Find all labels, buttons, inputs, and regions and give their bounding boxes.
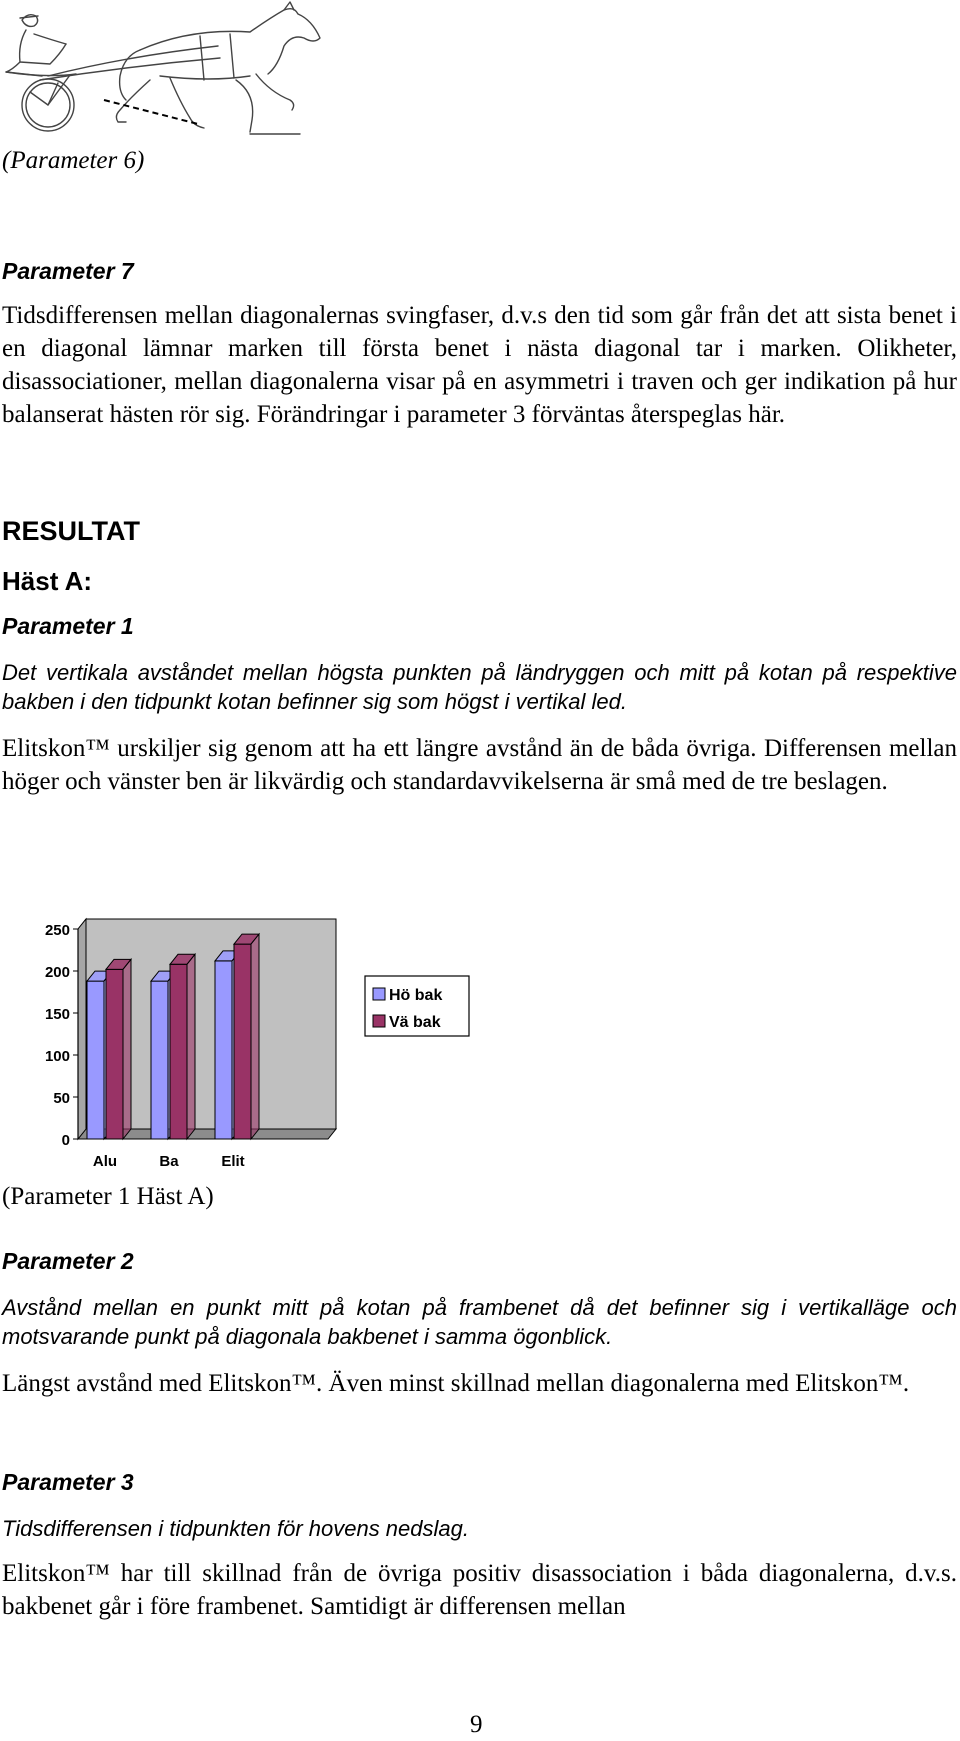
y-tick-label: 150 (44, 1006, 70, 1023)
legend-label: Hö bak (389, 987, 443, 1004)
y-tick-label: 0 (61, 1132, 70, 1149)
y-tick-label: 50 (53, 1090, 70, 1107)
horse-a-heading: Häst A: (2, 566, 93, 596)
parameter1-heading: Parameter 1 (2, 613, 134, 639)
y-tick-label: 250 (44, 922, 70, 939)
x-category-label: Elit (221, 1153, 245, 1170)
bar-side (187, 954, 195, 1139)
bar-side (251, 934, 259, 1139)
results-heading: RESULTAT (2, 516, 140, 546)
parameter1-text: Elitskon™ urskiljer sig genom att ha ett längre avstånd än de båda övriga. Differensen mellan höger och vänster ben är likvärdig och standardavvikelserna är små med de tre beslagen. (2, 735, 957, 795)
bar-side (123, 959, 131, 1139)
y-tick-label: 200 (44, 964, 70, 981)
legend-swatch (373, 1015, 385, 1027)
x-category-label: Ba (159, 1153, 179, 1170)
parameter3-text: Elitskon™ har till skillnad från de övriga positiv disassociation i båda diagonalerna, d.v.s. bakbenet går i före frambenet. Samtidigt är differensen mellan (2, 1560, 957, 1620)
bar-front (170, 964, 187, 1139)
parameter7-text: Tidsdifferensen mellan diagonalernas svingfaser, d.v.s den tid som går från det att sista benet i en diagonal lämnar marken till första benet i nästa diagonal tar i marken. Olikheter, disassociationer, mellan diagonalerna visar på en asymmetri i traven och ger indikation på hur balanserat hästen rör sig. Förändringar i parameter 3 förväntas återspeglas här. (2, 302, 957, 428)
y-tick-label: 100 (44, 1048, 70, 1065)
x-category-label: Alu (92, 1153, 118, 1170)
chart-caption: (Parameter 1 Häst A) (2, 1183, 214, 1210)
legend-swatch (373, 988, 385, 1000)
legend-label: Vä bak (389, 1014, 441, 1031)
bar-front (234, 944, 251, 1139)
parameter2-heading: Parameter 2 (2, 1248, 134, 1274)
parameter7-heading: Parameter 7 (2, 258, 134, 284)
bar-front (106, 969, 123, 1139)
parameter2-definition: Avstånd mellan en punkt mitt på kotan på frambenet då det befinner sig i vertikalläge och motsvarande punkt på diagonala bakbenet i samma ögonblick. (2, 1295, 957, 1349)
page-number: 9 (470, 1711, 483, 1738)
bar-front (151, 981, 168, 1139)
trotting-horse-illustration (0, 0, 340, 150)
parameter6-caption: (Parameter 6) (2, 147, 145, 174)
bar-front (87, 981, 104, 1139)
parameter2-text: Längst avstånd med Elitskon™. Även minst skillnad mellan diagonalerna med Elitskon™. (2, 1370, 910, 1397)
parameter1-bar-chart (20, 864, 520, 1170)
parameter3-heading: Parameter 3 (2, 1469, 134, 1495)
parameter1-definition: Det vertikala avståndet mellan högsta punkten på ländryggen och mitt på kotan på respektive bakben i den tidpunkt kotan befinner sig som högst i vertikal led. (2, 660, 957, 714)
bar-front (215, 961, 232, 1139)
parameter3-definition: Tidsdifferensen i tidpunkten för hovens nedslag. (2, 1516, 469, 1541)
plot-side-wall (78, 919, 86, 1139)
